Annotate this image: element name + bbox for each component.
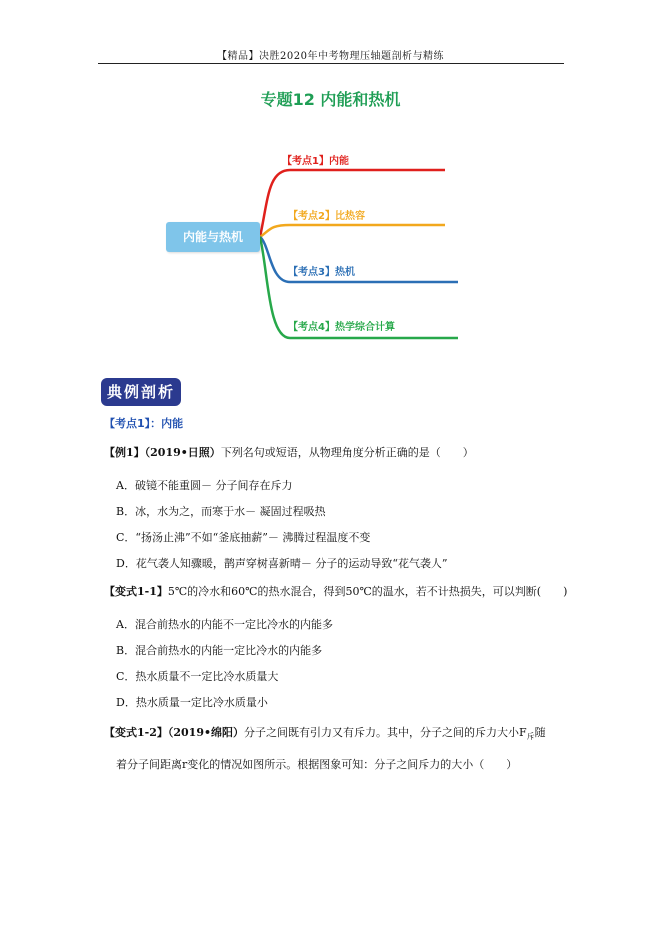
- variant1-question: 5℃的冷水和60℃的热水混合，得到50℃的温水，若不计热损失，可以判断( ): [167, 585, 568, 598]
- mind-map-branch-3: 【考点3】热机: [288, 267, 355, 278]
- header-rule: [98, 63, 564, 64]
- variant2-stem-line2: 着分子间距离r变化的情况如图所示。根据图象可知：分子之间斥力的大小（ ）: [116, 758, 518, 771]
- example1-tag: 【例1】: [104, 446, 145, 459]
- page-title: 专题12 内能和热机: [260, 90, 401, 109]
- variant2-source: （2019•绵阳）: [167, 726, 245, 739]
- example1-option-d: D．花气袭人知骤暖，鹊声穿树喜新晴－ 分子的运动导致“花气袭人”: [116, 557, 448, 570]
- section-badge: 典例剖析: [101, 378, 181, 406]
- example1-option-b: B．冰，水为之，而寒于水－ 凝固过程吸热: [116, 505, 326, 518]
- example1-option-c: C．“扬汤止沸”不如“釜底抽薪”－ 沸腾过程温度不变: [116, 531, 371, 544]
- page-header: 【精品】决胜2020年中考物理压轴题剖析与精练: [217, 51, 444, 62]
- variant2-stem-line1: [104, 724, 546, 742]
- variant1-option-d: D．热水质量一定比冷水质量小: [116, 696, 268, 709]
- variant1-stem: [104, 583, 567, 599]
- mind-map-root: 内能与热机: [166, 222, 260, 252]
- variant1-option-b: B．混合前热水的内能一定比冷水的内能多: [116, 644, 323, 657]
- variant2-question-part1-end: 随: [534, 726, 546, 739]
- variant1-option-a: A．混合前热水的内能不一定比冷水的内能多: [116, 618, 333, 631]
- mind-map-branch-2: 【考点2】比热容: [288, 211, 365, 222]
- variant2-subscript: 斥: [526, 732, 535, 742]
- mind-map-branch-4: 【考点4】热学综合计算: [288, 322, 395, 333]
- example1-option-a: A．破镜不能重圆－ 分子间存在斥力: [116, 479, 293, 492]
- variant1-tag: 【变式1-1】: [104, 585, 168, 598]
- branch-line-1: [260, 170, 445, 237]
- variant1-option-c: C．热水质量不一定比冷水质量大: [116, 670, 279, 683]
- example1-question: 下列名句或短语，从物理角度分析正确的是（ ）: [220, 446, 474, 459]
- mind-map-branch-1: 【考点1】内能: [282, 156, 349, 167]
- kaodian-heading: 【考点1】：内能: [104, 417, 184, 430]
- variant2-question-part1: 分子之间既有引力又有斥力。其中，分子之间的斥力大小F: [244, 726, 527, 739]
- mind-map: [160, 140, 470, 355]
- example1-source: （2019•日照）: [144, 446, 221, 459]
- branch-line-2: [260, 225, 445, 237]
- example1-stem: [104, 444, 474, 460]
- variant2-tag: 【变式1-2】: [104, 726, 168, 739]
